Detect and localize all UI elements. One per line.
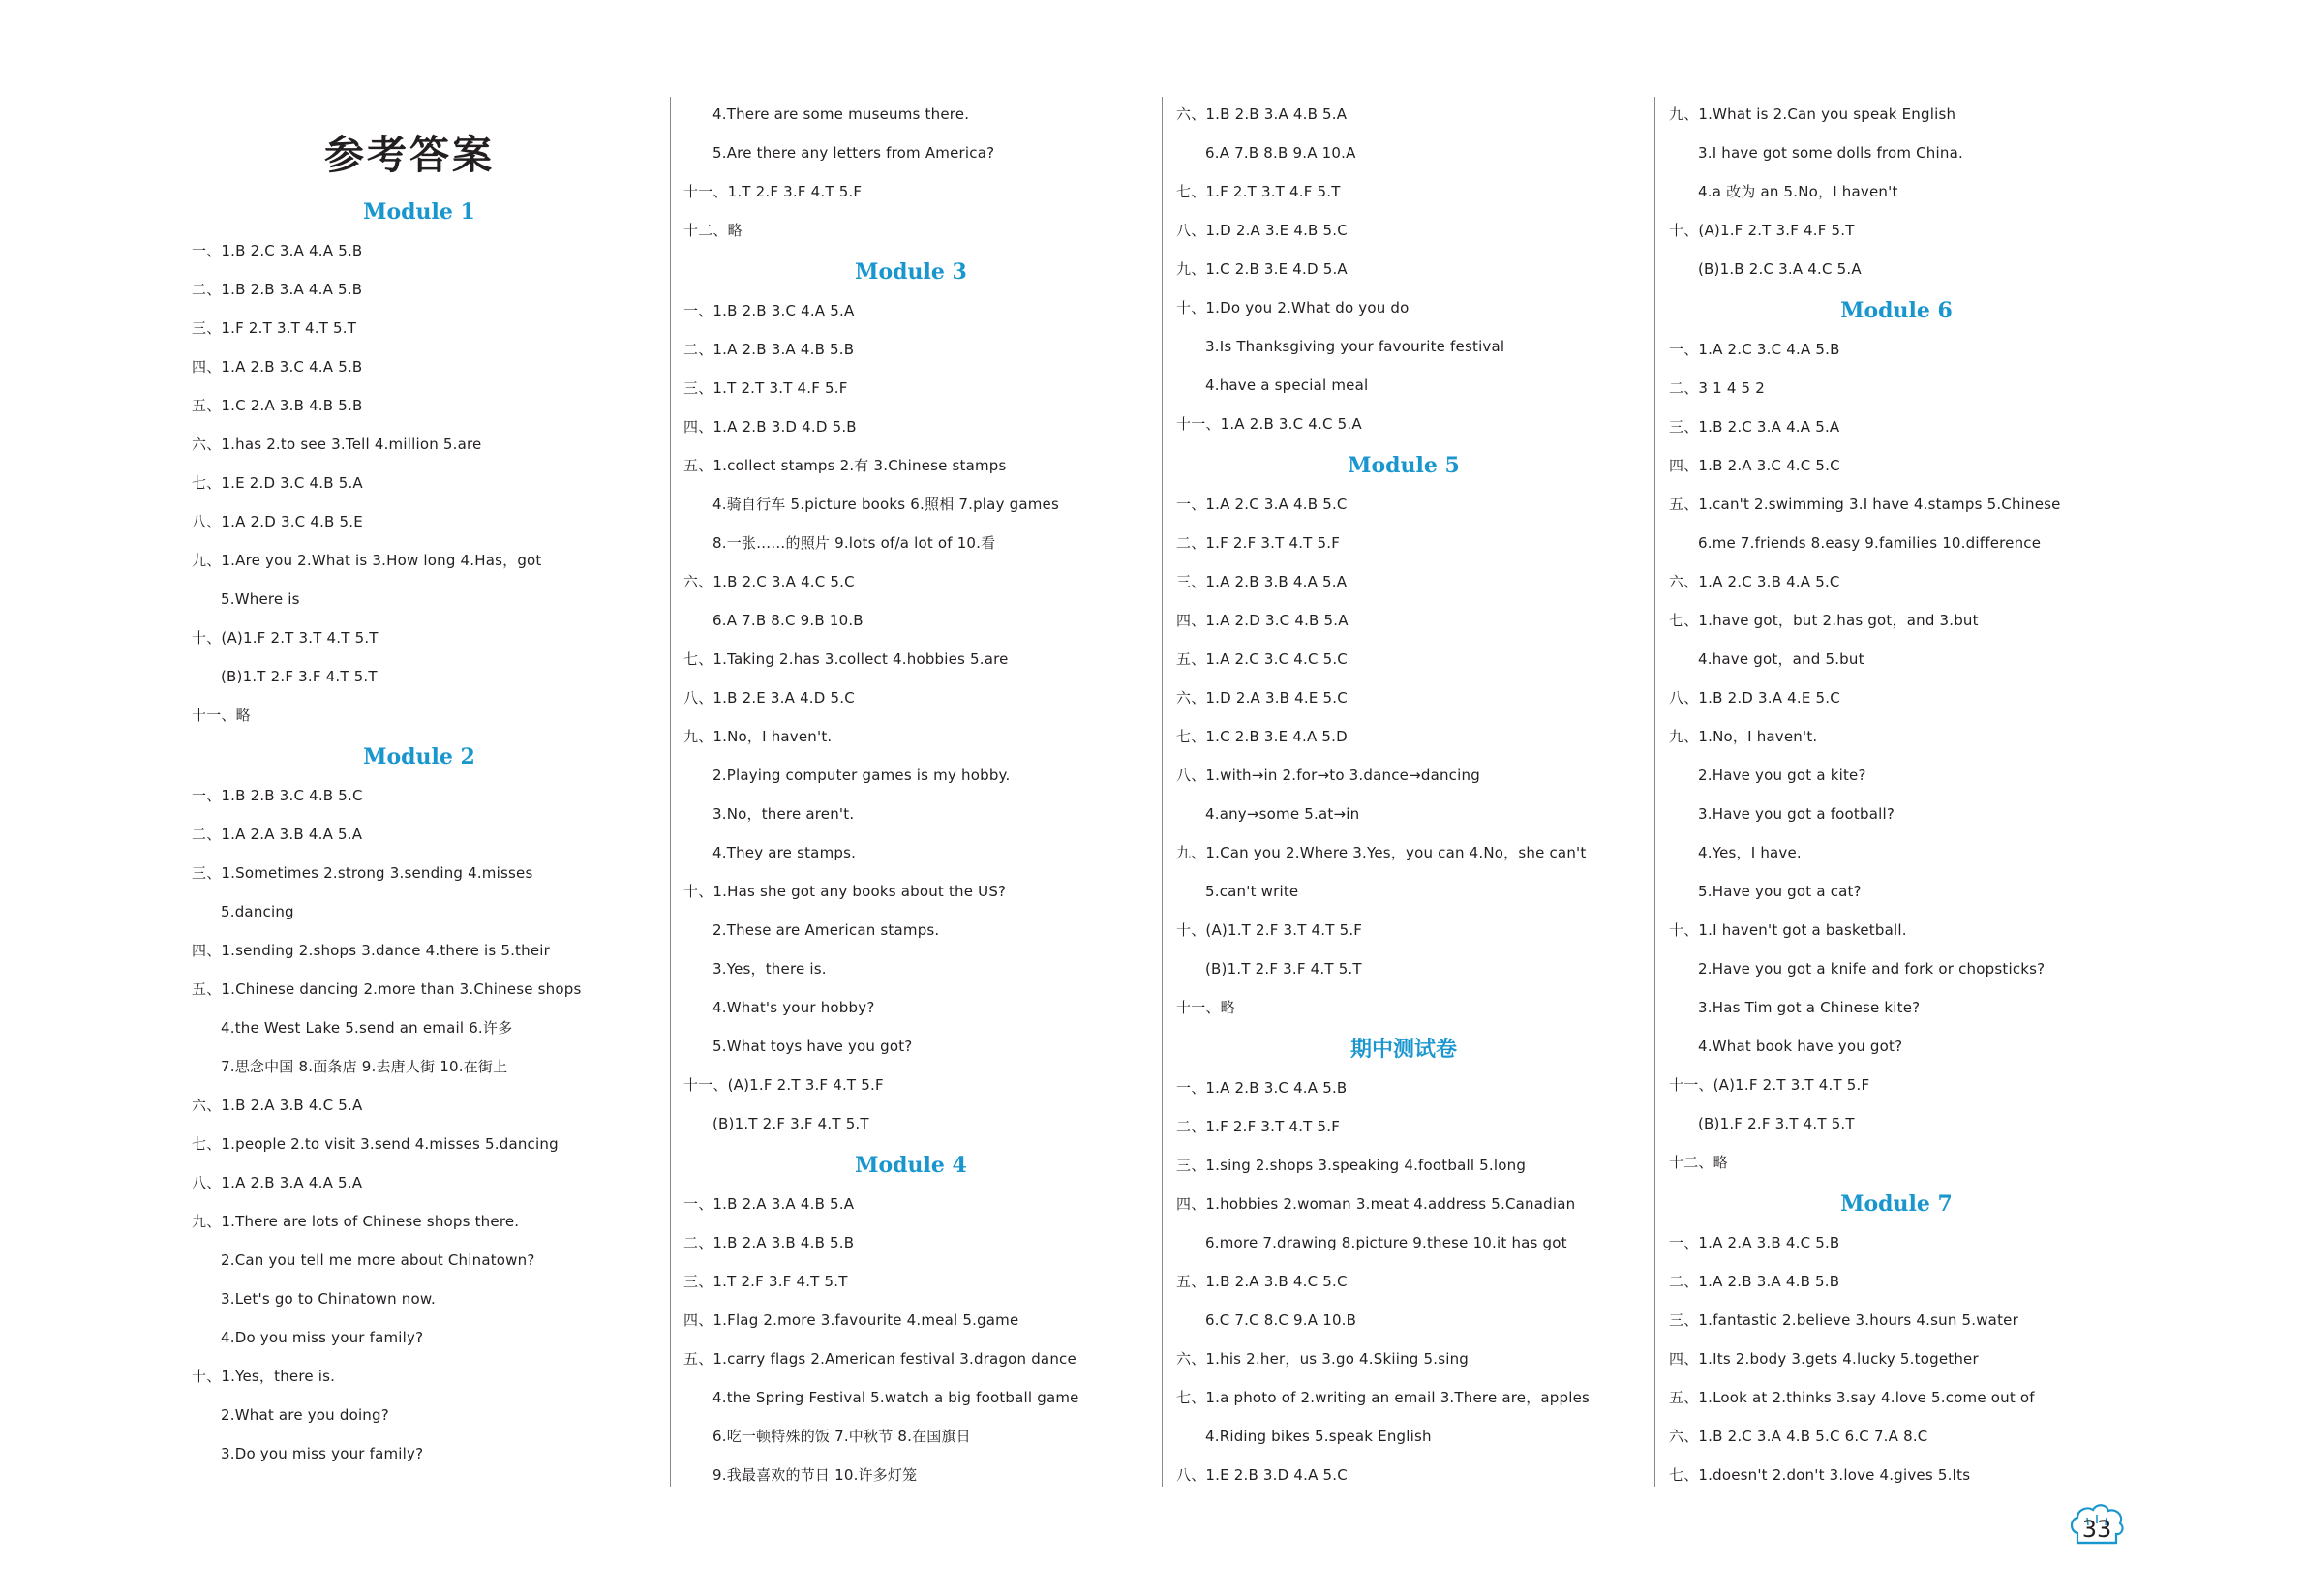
answer-line: 6.me 7.friends 8.easy 9.families 10.difference [1698,534,2042,552]
answer-line: 6.A 7.B 8.B 9.A 10.A [1205,144,1356,162]
answer-line: (B)1.T 2.F 3.F 4.T 5.T [221,668,378,685]
answer-line: 七、1.Taking 2.has 3.collect 4.hobbies 5.are [683,650,1009,668]
answer-line: 4.What book have you got? [1698,1038,1903,1055]
answer-line: 一、1.A 2.C 3.A 4.B 5.C [1176,496,1348,513]
answer-line: 2.What are you doing? [221,1406,389,1424]
answer-line: 十一、略 [192,707,251,724]
answer-line: 七、1.people 2.to visit 3.send 4.misses 5.dancing [192,1135,559,1153]
answer-line: (B)1.T 2.F 3.F 4.T 5.T [1205,960,1362,978]
answer-line: 十、(A)1.F 2.T 3.T 4.T 5.T [192,629,379,647]
answer-line: 2.Have you got a knife and fork or chopsticks? [1698,960,2046,978]
answer-line: 十、(A)1.F 2.T 3.F 4.F 5.T [1669,222,1855,239]
answer-line: 5.What toys have you got? [712,1038,913,1055]
answer-line: 二、3 1 4 5 2 [1669,379,1765,397]
answer-line: 三、1.F 2.T 3.T 4.T 5.T [192,319,357,337]
answer-line: 3.Yes，there is. [712,960,827,978]
answer-line: 三、1.A 2.B 3.B 4.A 5.A [1176,573,1348,590]
answer-line: 二、1.A 2.B 3.A 4.B 5.B [1669,1273,1840,1290]
answer-line: 7.思念中国 8.面条店 9.去唐人街 10.在街上 [221,1058,508,1075]
answer-line: 六、1.B 2.B 3.A 4.B 5.A [1176,105,1348,123]
section-heading: Module 1 [363,199,475,225]
answer-line: 5.Where is [221,590,300,608]
answer-line: 六、1.B 2.C 3.A 4.B 5.C 6.C 7.A 8.C [1669,1428,1928,1445]
section-heading: Module 6 [1840,298,1953,323]
answer-line: 九、1.Can you 2.Where 3.Yes，you can 4.No，she can't [1176,844,1587,861]
answer-line: 五、1.B 2.A 3.B 4.C 5.C [1176,1273,1348,1290]
answer-line: 七、1.E 2.D 3.C 4.B 5.A [192,474,363,492]
answer-line: 二、1.B 2.B 3.A 4.A 5.B [192,281,363,298]
answer-line: 4.They are stamps. [712,844,857,861]
answer-line: 九、1.C 2.B 3.E 4.D 5.A [1176,260,1348,278]
answer-line: 六、1.B 2.A 3.B 4.C 5.A [192,1097,363,1114]
answer-line: 3.Is Thanksgiving your favourite festival [1205,338,1505,355]
answer-line: 六、1.has 2.to see 3.Tell 4.million 5.are [192,436,482,453]
answer-line: 5.Have you got a cat? [1698,883,1862,900]
answer-line: 八、1.B 2.D 3.A 4.E 5.C [1669,689,1840,707]
answer-line: 九、1.Are you 2.What is 3.How long 4.Has，got [192,552,542,569]
answer-line: 九、1.There are lots of Chinese shops there. [192,1213,520,1230]
answer-line: 4.There are some museums there. [712,105,970,123]
answer-line: 十一、(A)1.F 2.T 3.T 4.T 5.F [1669,1076,1870,1094]
answer-line: 2.Playing computer games is my hobby. [712,767,1011,784]
answer-line: (B)1.B 2.C 3.A 4.C 5.A [1698,260,1862,278]
column-divider [670,97,671,1487]
answer-line: 3.Let's go to Chinatown now. [221,1290,436,1308]
answer-line: 八、1.A 2.B 3.A 4.A 5.A [192,1174,363,1191]
answer-line: 4.骑自行车 5.picture books 6.照相 7.play games [712,496,1059,513]
answer-line: 四、1.A 2.B 3.C 4.A 5.B [192,358,363,376]
answer-line: 二、1.F 2.F 3.T 4.T 5.F [1176,534,1341,552]
answer-line: 3.Do you miss your family? [221,1445,424,1462]
column-4 [1669,97,2124,1496]
answer-line: (B)1.T 2.F 3.F 4.T 5.T [712,1115,869,1132]
answer-line: 4.the Spring Festival 5.watch a big football game [712,1389,1079,1406]
answer-line: 十一、1.A 2.B 3.C 4.C 5.A [1176,415,1362,433]
answer-line: 三、1.sing 2.shops 3.speaking 4.football 5.long [1176,1157,1527,1174]
answer-line: 四、1.sending 2.shops 3.dance 4.there is 5.their [192,942,551,959]
answer-line: 七、1.C 2.B 3.E 4.A 5.D [1176,728,1348,745]
answer-line: 9.我最喜欢的节日 10.许多灯笼 [712,1466,918,1484]
answer-line: 五、1.Look at 2.thinks 3.say 4.love 5.come out of [1669,1389,2035,1406]
answer-line: 七、1.doesn't 2.don't 3.love 4.gives 5.Its [1669,1466,1971,1484]
answer-line: 8.一张……的照片 9.lots of/a lot of 10.看 [712,534,996,552]
answer-line: 二、1.F 2.F 3.T 4.T 5.F [1176,1118,1341,1135]
answer-line: 4.Yes，I have. [1698,844,1802,861]
answer-line: 三、1.B 2.C 3.A 4.A 5.A [1669,418,1840,436]
answer-line: 十一、略 [1176,999,1235,1016]
answer-line: 六、1.his 2.her，us 3.go 4.Skiing 5.sing [1176,1350,1470,1368]
column-3 [1176,97,1631,1496]
answer-line: 4.What's your hobby? [712,999,875,1016]
answer-line: 4.have a special meal [1205,376,1369,394]
answer-line: 4.the West Lake 5.send an email 6.许多 [221,1019,513,1037]
answer-line: 二、1.A 2.A 3.B 4.A 5.A [192,826,363,843]
answer-line: 八、1.A 2.D 3.C 4.B 5.E [192,513,363,530]
answer-line: 七、1.a photo of 2.writing an email 3.There are，apples [1176,1389,1591,1406]
answer-line: 四、1.B 2.A 3.C 4.C 5.C [1669,457,1840,474]
answer-line: 4.Riding bikes 5.speak English [1205,1428,1432,1445]
answer-line: 5.Are there any letters from America? [712,144,995,162]
answer-line: 九、1.No，I haven't. [1669,728,1818,745]
answer-line: 4.have got，and 5.but [1698,650,1864,668]
answer-line: 2.These are American stamps. [712,921,940,939]
answer-line: 2.Can you tell me more about Chinatown? [221,1251,535,1269]
answer-line: 5.dancing [221,903,294,920]
answer-line: (B)1.F 2.F 3.T 4.T 5.T [1698,1115,1855,1132]
answer-line: 一、1.B 2.A 3.A 4.B 5.A [683,1195,855,1213]
answer-line: 一、1.A 2.A 3.B 4.C 5.B [1669,1234,1840,1251]
answer-line: 四、1.hobbies 2.woman 3.meat 4.address 5.Canadian [1176,1195,1576,1213]
answer-line: 十、(A)1.T 2.F 3.T 4.T 5.F [1176,921,1363,939]
section-heading: 期中测试卷 [1349,1037,1457,1062]
section-heading: Module 3 [855,259,967,285]
answer-line: 一、1.B 2.C 3.A 4.A 5.B [192,242,363,259]
answer-line: 十一、(A)1.F 2.T 3.F 4.T 5.F [683,1076,884,1094]
page-number-badge [2068,1498,2126,1556]
section-heading: Module 7 [1840,1191,1953,1217]
answer-line: 三、1.T 2.F 3.F 4.T 5.T [683,1273,848,1290]
answer-line: 3.No，there aren't. [712,805,855,823]
answer-line: 6.C 7.C 8.C 9.A 10.B [1205,1311,1357,1329]
answer-line: 八、1.E 2.B 3.D 4.A 5.C [1176,1466,1348,1484]
answer-line: 一、1.B 2.B 3.C 4.B 5.C [192,787,363,804]
answer-line: 七、1.have got，but 2.has got，and 3.but [1669,612,1979,629]
answer-line: 四、1.A 2.D 3.C 4.B 5.A [1176,612,1349,629]
answer-line: 五、1.can't 2.swimming 3.I have 4.stamps 5.Chinese [1669,496,2061,513]
answer-line: 六、1.B 2.C 3.A 4.C 5.C [683,573,855,590]
answer-line: 3.I have got some dolls from China. [1698,144,1963,162]
page-number: 33 [2081,1516,2112,1543]
answer-line: 6.吃一顿特殊的饭 7.中秋节 8.在国旗日 [712,1428,971,1445]
answer-line: 九、1.No，I haven't. [683,728,833,745]
answer-line: 三、1.T 2.T 3.T 4.F 5.F [683,379,848,397]
section-heading: Module 5 [1348,453,1460,478]
answer-line: 五、1.collect stamps 2.有 3.Chinese stamps [683,457,1007,474]
column-1 [192,97,647,1475]
page-title: 参考答案 [324,132,495,178]
answer-line: 3.Has Tim got a Chinese kite? [1698,999,1921,1016]
answer-line: 八、1.B 2.E 3.A 4.D 5.C [683,689,855,707]
section-heading: Module 4 [855,1153,967,1178]
answer-line: 五、1.C 2.A 3.B 4.B 5.B [192,397,363,414]
answer-line: 一、1.B 2.B 3.C 4.A 5.A [683,302,855,319]
answer-line: 3.Have you got a football? [1698,805,1895,823]
answer-line: 五、1.Chinese dancing 2.more than 3.Chinese shops [192,980,582,998]
answer-line: 一、1.A 2.C 3.C 4.A 5.B [1669,341,1840,358]
answer-line: 五、1.A 2.C 3.C 4.C 5.C [1176,650,1348,668]
answer-line: 十二、略 [683,222,743,239]
answer-line: 二、1.A 2.B 3.A 4.B 5.B [683,341,855,358]
answer-line: 九、1.What is 2.Can you speak English [1669,105,1956,123]
column-divider [1654,97,1655,1487]
answer-line: 6.A 7.B 8.C 9.B 10.B [712,612,864,629]
answer-line: 十、1.Has she got any books about the US? [683,883,1007,900]
answer-line: 十二、略 [1669,1154,1728,1171]
answer-line: 十一、1.T 2.F 3.F 4.T 5.F [683,183,863,200]
answer-line: 4.a 改为 an 5.No，I haven't [1698,183,1898,200]
answer-line: 十、1.I haven't got a basketball. [1669,921,1907,939]
answer-line: 6.more 7.drawing 8.picture 9.these 10.it has got [1205,1234,1567,1251]
answer-line: 四、1.Its 2.body 3.gets 4.lucky 5.together [1669,1350,1979,1368]
answer-line: 2.Have you got a kite? [1698,767,1866,784]
section-heading: Module 2 [363,744,475,769]
answer-line: 5.can't write [1205,883,1299,900]
answer-line: 六、1.D 2.A 3.B 4.E 5.C [1176,689,1348,707]
answer-line: 四、1.A 2.B 3.D 4.D 5.B [683,418,857,436]
answer-line: 十、1.Yes，there is. [192,1368,336,1385]
column-divider [1162,97,1163,1487]
answer-line: 八、1.with→in 2.for→to 3.dance→dancing [1176,767,1480,784]
answer-line: 四、1.Flag 2.more 3.favourite 4.meal 5.game [683,1311,1019,1329]
answer-line: 4.any→some 5.at→in [1205,805,1360,823]
answer-line: 三、1.Sometimes 2.strong 3.sending 4.misses [192,864,533,882]
answer-line: 一、1.A 2.B 3.C 4.A 5.B [1176,1079,1348,1097]
answer-line: 六、1.A 2.C 3.B 4.A 5.C [1669,573,1840,590]
answer-line: 4.Do you miss your family? [221,1329,424,1346]
answer-line: 五、1.carry flags 2.American festival 3.dragon dance [683,1350,1076,1368]
answer-line: 二、1.B 2.A 3.B 4.B 5.B [683,1234,855,1251]
column-2 [683,97,1138,1496]
answer-line: 三、1.fantastic 2.believe 3.hours 4.sun 5.water [1669,1311,2018,1329]
answer-line: 七、1.F 2.T 3.T 4.F 5.T [1176,183,1341,200]
answer-line: 十、1.Do you 2.What do you do [1176,299,1410,316]
answer-line: 八、1.D 2.A 3.E 4.B 5.C [1176,222,1348,239]
